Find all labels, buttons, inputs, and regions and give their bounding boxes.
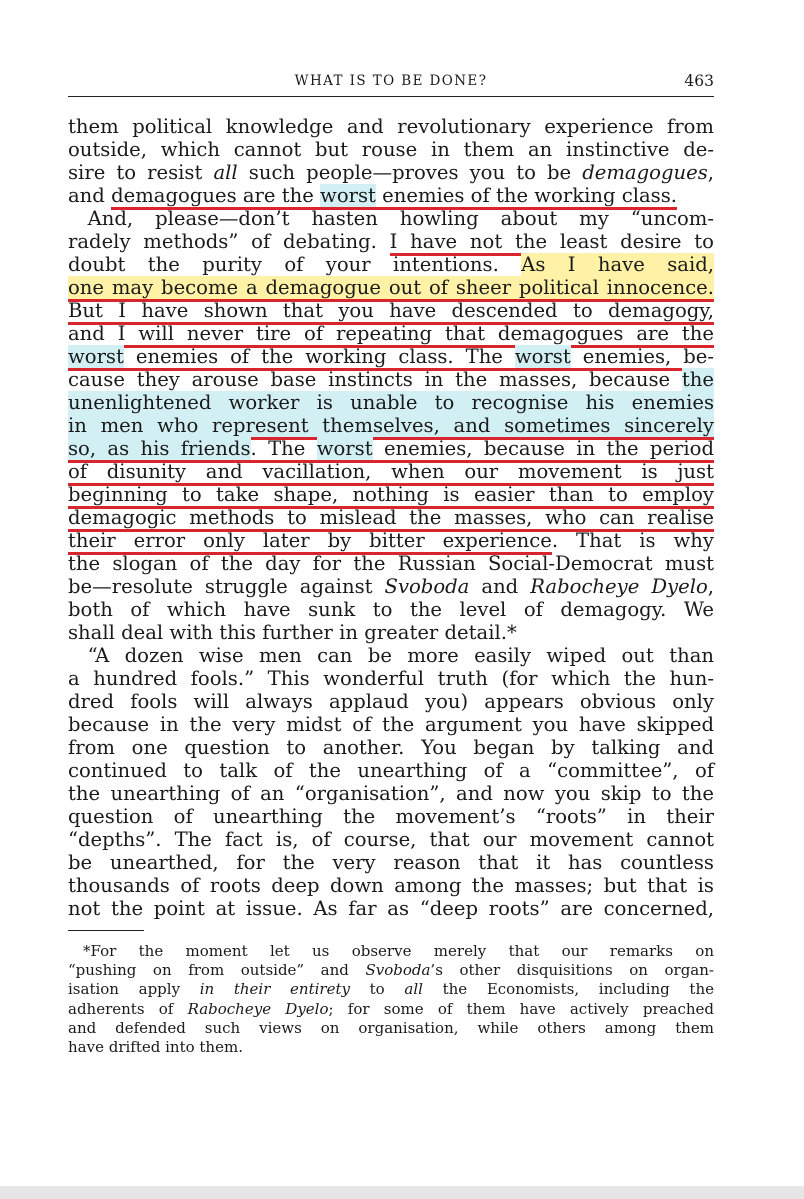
marked-text: . The bbox=[251, 437, 317, 463]
text-line bbox=[68, 644, 714, 667]
marked-text: worst bbox=[68, 345, 124, 371]
text-line bbox=[68, 690, 714, 713]
text-segment: , bbox=[707, 161, 714, 184]
text-line bbox=[68, 621, 714, 644]
text-segment: in their entirety bbox=[199, 980, 350, 999]
text-line bbox=[68, 575, 714, 598]
page-header bbox=[68, 73, 714, 97]
text-line bbox=[68, 897, 714, 920]
text-line bbox=[68, 961, 714, 980]
text-line bbox=[68, 345, 714, 368]
marked-text: one may become a demagogue out of sheer political innocence. bbox=[68, 276, 714, 302]
text-line bbox=[68, 1019, 714, 1038]
text-segment: both of which have sunk to the level of demagogy. We bbox=[68, 598, 714, 621]
text-segment: adherents of bbox=[68, 999, 188, 1018]
text-segment: a hundred fools.” This wonderful truth (for which the hun- bbox=[68, 667, 714, 690]
text-segment: “A dozen wise men can be more easily wiped out than bbox=[68, 644, 714, 667]
marked-text: I have not the least desire to bbox=[390, 230, 714, 256]
marked-text: cause they arouse base instincts in the masses, because bbox=[68, 368, 682, 394]
text-line bbox=[68, 506, 714, 529]
marked-text: worst bbox=[320, 184, 376, 210]
text-line bbox=[68, 483, 714, 506]
text-segment: ’s other disquisitions on organ- bbox=[430, 961, 714, 980]
text-segment: . That is why bbox=[551, 529, 714, 552]
text-line bbox=[68, 368, 714, 391]
text-line bbox=[68, 115, 714, 138]
text-line bbox=[68, 782, 714, 805]
text-segment: all bbox=[404, 980, 423, 999]
running-title: WHAT IS TO BE DONE? bbox=[294, 73, 488, 89]
marked-text: demagogic methods to mislead the masses, who can realise bbox=[68, 506, 714, 532]
marked-text: worst bbox=[515, 345, 571, 371]
marked-text: of disunity and vacillation, when our movement is just bbox=[68, 460, 714, 486]
text-segment: from one question to another. You began by talking and bbox=[68, 736, 714, 759]
text-line bbox=[68, 437, 714, 460]
text-line bbox=[68, 276, 714, 299]
marked-text: and I will never tire of repeating that demagogues are the bbox=[68, 322, 714, 348]
text-line bbox=[68, 253, 714, 276]
text-line bbox=[68, 184, 714, 207]
text-segment: Svoboda bbox=[365, 961, 431, 980]
footnote-rule bbox=[68, 930, 144, 931]
text-segment: outside, which cannot but rouse in them an instinctive de- bbox=[68, 138, 714, 161]
text-line bbox=[68, 736, 714, 759]
footnote bbox=[68, 942, 714, 1057]
text-segment: such people—proves you to be bbox=[237, 161, 583, 184]
marked-text: the bbox=[682, 368, 714, 394]
text-line bbox=[68, 713, 714, 736]
text-segment: have drifted into them. bbox=[68, 1037, 243, 1056]
text-segment: not the point at issue. As far as “deep roots” are concerned, bbox=[68, 897, 714, 920]
page-number: 463 bbox=[684, 72, 714, 90]
text-line bbox=[68, 299, 714, 322]
text-segment: the Economists, including the bbox=[422, 980, 714, 999]
text-segment: and bbox=[68, 184, 112, 207]
text-segment: demagogues bbox=[582, 161, 708, 184]
text-line bbox=[68, 391, 714, 414]
text-line bbox=[68, 1000, 714, 1019]
text-line bbox=[68, 552, 714, 575]
text-segment: and bbox=[469, 575, 531, 598]
text-segment: because in the very midst of the argument you have skipped bbox=[68, 713, 714, 736]
marked-text: enemies, be- bbox=[571, 345, 714, 371]
text-segment: Rabocheye Dyelo bbox=[530, 575, 708, 598]
text-segment: be unearthed, for the very reason that it has countless bbox=[68, 851, 714, 874]
text-line bbox=[68, 230, 714, 253]
marked-text: their error only later by bitter experience bbox=[68, 529, 552, 555]
text-segment: sire to resist bbox=[68, 161, 214, 184]
main-text bbox=[68, 115, 714, 920]
text-segment: , bbox=[707, 575, 714, 598]
text-segment: to bbox=[349, 980, 405, 999]
text-segment: question of unearthing the movement’s “roots” in their bbox=[68, 805, 714, 828]
text-segment: dred fools will always applaud you) appears obvious only bbox=[68, 690, 714, 713]
text-segment: the unearthing of an “organisation”, and now you skip to the bbox=[68, 782, 714, 805]
marked-text: enemies, because in the period bbox=[373, 437, 714, 463]
marked-text: As I have said, bbox=[521, 253, 714, 279]
text-segment: be—resolute struggle against bbox=[68, 575, 385, 598]
text-line bbox=[68, 851, 714, 874]
text-line bbox=[68, 207, 714, 230]
text-line bbox=[68, 805, 714, 828]
text-segment: all bbox=[213, 161, 238, 184]
text-line bbox=[68, 138, 714, 161]
viewer-bottom-strip bbox=[0, 1186, 804, 1199]
header-rule bbox=[68, 96, 714, 97]
text-segment: shall deal with this further in greater detail.* bbox=[68, 621, 517, 644]
text-segment: isation apply bbox=[68, 980, 200, 999]
text-line bbox=[68, 667, 714, 690]
text-line bbox=[68, 828, 714, 851]
text-line bbox=[68, 529, 714, 552]
text-line bbox=[68, 598, 714, 621]
marked-text: in men who represent themselves, and sometimes sincerely bbox=[68, 414, 714, 440]
marked-text: doubt the purity of your intentions. bbox=[68, 253, 521, 279]
text-line bbox=[68, 161, 714, 184]
marked-text: beginning to take shape, nothing is easier than to employ bbox=[68, 483, 714, 509]
marked-text: enemies of the working class. The bbox=[124, 345, 515, 371]
marked-text: so, as his friends bbox=[68, 437, 251, 463]
text-line bbox=[68, 1038, 714, 1057]
marked-text: But I have shown that you have descended to demagogy, bbox=[68, 299, 714, 325]
text-segment: continued to talk of the unearthing of a “committee”, of bbox=[68, 759, 714, 782]
text-segment: them political knowledge and revolutionary experience from bbox=[68, 115, 714, 138]
text-line bbox=[68, 322, 714, 345]
text-segment: Svoboda bbox=[384, 575, 470, 598]
marked-text: enemies of the working class. bbox=[376, 184, 677, 210]
text-segment: And, please—don’t hasten howling about my “uncom- bbox=[68, 207, 714, 230]
text-line bbox=[68, 759, 714, 782]
text-segment: Rabocheye Dyelo bbox=[187, 999, 329, 1018]
text-segment: “pushing on from outside” and bbox=[68, 961, 366, 980]
marked-text: unenlightened worker is unable to recognise his enemies bbox=[68, 391, 714, 417]
text-segment: and defended such views on organisation, while others among them bbox=[68, 1018, 714, 1037]
marked-text: demagogues are the bbox=[111, 184, 320, 210]
text-line bbox=[68, 980, 714, 999]
text-segment: the slogan of the day for the Russian Social-Democrat must bbox=[68, 552, 714, 575]
text-segment: radely methods” of debating. bbox=[68, 230, 390, 253]
text-segment: *For the moment let us observe merely that our remarks on bbox=[68, 942, 714, 960]
text-line bbox=[68, 414, 714, 437]
text-line bbox=[68, 874, 714, 897]
text-line bbox=[68, 942, 714, 961]
text-line bbox=[68, 460, 714, 483]
text-segment: “depths”. The fact is, of course, that our movement cannot bbox=[68, 828, 714, 851]
text-segment: ; for some of them have actively preached bbox=[328, 999, 715, 1018]
marked-text: worst bbox=[317, 437, 373, 463]
text-segment: thousands of roots deep down among the masses; but that is bbox=[68, 874, 714, 897]
